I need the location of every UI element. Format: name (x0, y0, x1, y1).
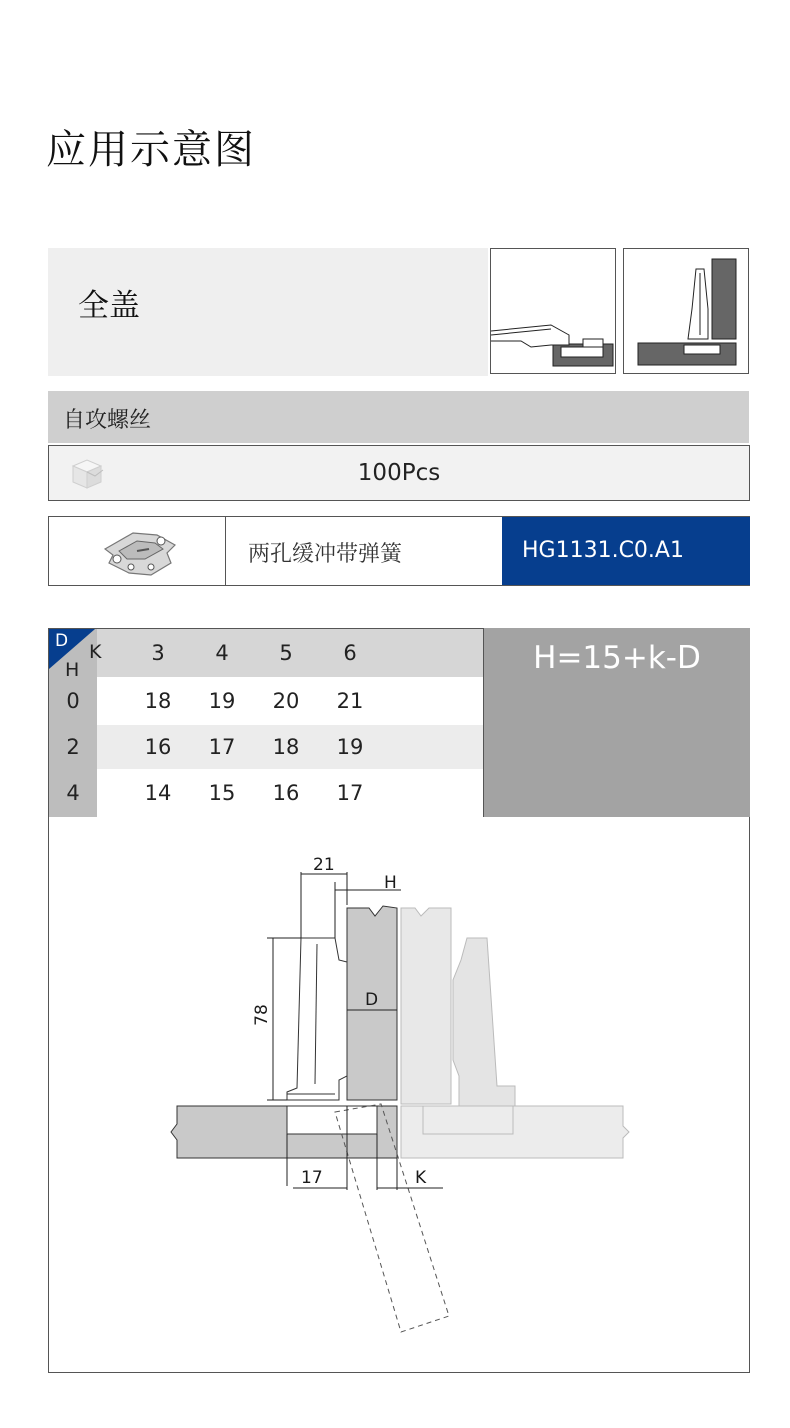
page-title: 应用示意图 (46, 127, 256, 173)
hinge-closed-thumbnail (623, 248, 749, 374)
cabinet-side-panel (171, 1106, 397, 1158)
screw-type-label: 自攻螺丝 (63, 408, 152, 433)
product-code: HG1131.C0.A1 (502, 517, 750, 585)
screw-type-bar (48, 391, 749, 443)
hinge-open-thumbnail (490, 248, 616, 374)
dimension-78-label: 78 (251, 1004, 272, 1026)
dimension-d-label: D (365, 990, 379, 1010)
table-cell: 14 (144, 781, 172, 805)
corner-label-k: K (89, 641, 102, 663)
k-header: 3 (151, 641, 165, 665)
product-row-divider (225, 517, 226, 585)
k-header: 4 (215, 641, 229, 665)
table-cell: 20 (272, 689, 300, 713)
formula-panel (484, 628, 750, 818)
k-header: 6 (343, 641, 357, 665)
h-row-label: 0 (66, 689, 80, 713)
table-cell: 15 (208, 781, 236, 805)
packaging-bar (48, 445, 750, 501)
hinge-plate-icon (97, 523, 181, 585)
quantity-text: 100Pcs (357, 460, 441, 486)
table-cell: 19 (336, 735, 364, 759)
overlay-type-panel (48, 248, 488, 376)
corner-label-h: H (65, 659, 80, 681)
dimension-k-label: K (415, 1168, 427, 1188)
table-cell: 16 (144, 735, 172, 759)
h-row-label: 4 (66, 781, 80, 805)
product-row (48, 516, 750, 586)
dimension-21-label: 21 (313, 855, 335, 875)
formula-text: H=15+k-D (533, 640, 701, 676)
h-row-label: 2 (66, 735, 80, 759)
table-cell: 21 (336, 689, 364, 713)
overlay-type-label: 全盖 (78, 288, 140, 324)
k-header: 5 (279, 641, 293, 665)
table-cell: 18 (272, 735, 300, 759)
dimension-table (48, 628, 484, 818)
table-cell: 16 (272, 781, 300, 805)
corner-label-d: D (55, 631, 69, 651)
dimension-h-label: H (384, 873, 397, 893)
installation-diagram (48, 817, 750, 1373)
ghost-open-door (401, 908, 629, 1158)
product-name: 两孔缓冲带弹簧 (248, 542, 403, 567)
table-cell: 17 (336, 781, 364, 805)
hinge-arm (287, 938, 347, 1100)
table-cell: 17 (208, 735, 236, 759)
dimension-17-label: 17 (301, 1168, 323, 1188)
table-cell: 18 (144, 689, 172, 713)
table-cell: 19 (208, 689, 236, 713)
